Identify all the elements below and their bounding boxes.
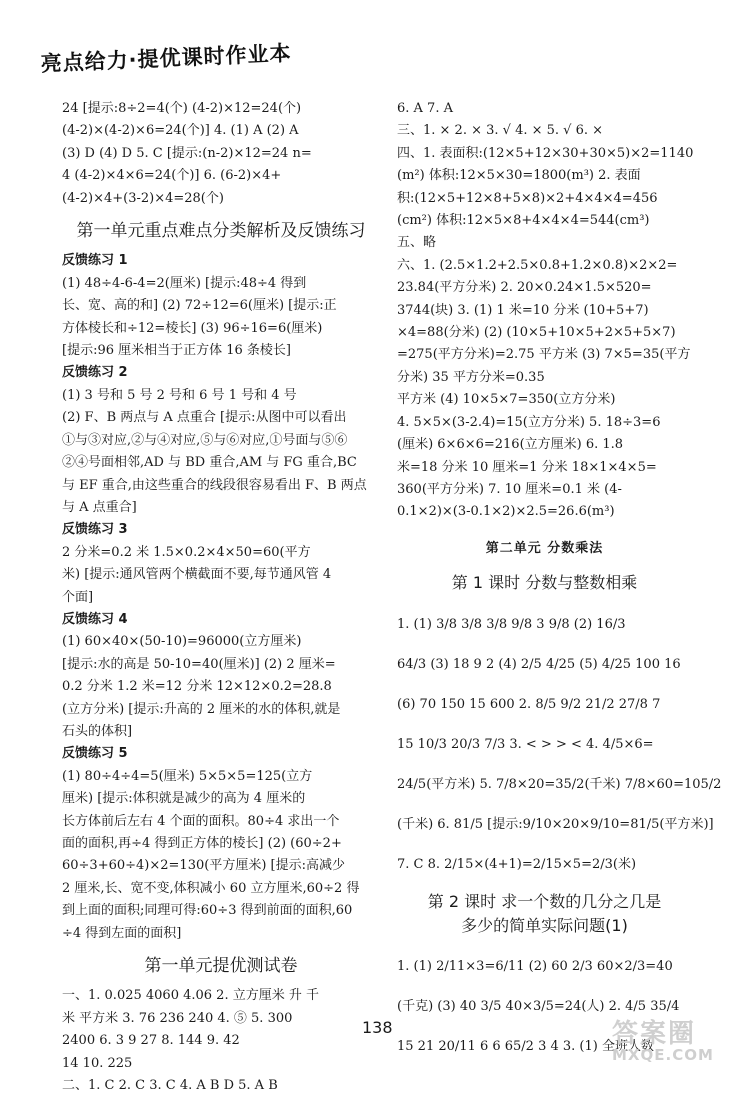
answer-line: 64/3 (3) 18 9 2 (4) 2/5 4/25 (5) 4/25 100 16	[397, 656, 681, 672]
answer-line: 60÷3+60÷4)×2=130(平方厘米) [提示:高减少	[62, 858, 345, 874]
feedback-title: 反馈练习 2	[62, 365, 128, 381]
answer-line: 四、1. 表面积:(12×5+12×30+30×5)×2=1140	[397, 145, 694, 161]
answer-line: 0.2 分米 1.2 米=12 分米 12×12×0.2=28.8	[62, 679, 332, 695]
feedback-title: 反馈练习 4	[62, 611, 128, 627]
answer-line: 二、1. C 2. C 3. C 4. A B D 5. A B	[62, 1078, 278, 1094]
answer-line: (千克) (3) 40 3/5 40×3/5=24(人) 2. 4/5 35/4	[397, 999, 680, 1015]
answer-line: 石头的体积]	[62, 723, 133, 739]
answer-line: 6. A 7. A	[397, 101, 453, 116]
answer-line: (1) 48÷4-6-4=2(厘米) [提示:48÷4 得到	[62, 275, 307, 291]
answer-line: 2400 6. 3 9 27 8. 144 9. 42	[62, 1033, 240, 1049]
answer-line: 4. 5×5×(3-2.4)=15(立方分米) 5. 18÷3=6	[397, 414, 661, 430]
answer-line: 厘米) [提示:体积就是减少的高为 4 厘米的	[62, 791, 306, 807]
left-top-answers	[62, 98, 380, 210]
page-number: 138	[362, 1018, 393, 1037]
answer-line: 4 (4-2)×4×6=24(个)] 6. (6-2)×4+	[62, 168, 282, 184]
answer-line: 与 A 点重合]	[62, 499, 137, 515]
answer-line: 长方体前后左右 4 个面的面积。80÷4 求出一个	[62, 813, 340, 829]
answer-line: 15 10/3 20/3 7/3 3. < > > < 4. 4/5×6=	[397, 736, 654, 752]
answer-line: 14 10. 225	[62, 1055, 133, 1071]
answer-line: 0.1×2)×(3-0.1×2)×2.5=26.6(m³)	[397, 504, 615, 520]
answer-line: ÷4 得到左面的面积]	[62, 925, 182, 941]
feedback-title: 反馈练习 3	[62, 522, 128, 538]
answer-line: 米 平方米 3. 76 236 240 4. ⑤ 5. 300	[62, 1010, 293, 1026]
answer-line: 一、1. 0.025 4060 4.06 2. 立方厘米 升 千	[62, 988, 319, 1004]
answer-line: 2 分米=0.2 米 1.5×0.2×4×50=60(平方	[62, 544, 311, 560]
answer-line: 24/5(平方米) 5. 7/8×20=35/2(千米) 7/8×60=105/2	[397, 776, 722, 792]
feedback-block-5	[62, 743, 380, 945]
answer-line: 方体棱长和÷12=棱长] (3) 96÷16=6(厘米)	[62, 320, 323, 336]
answer-line: 1. (1) 3/8 3/8 3/8 9/8 3 9/8 (2) 16/3	[397, 616, 626, 632]
answer-line: (2) F、B 两点与 A 点重合 [提示:从图中可以看出	[62, 410, 347, 426]
answer-line: 积:(12×5+12×8+5×8)×2+4×4×4=456	[397, 190, 658, 206]
answer-line: 2 厘米,长、宽不变,体积减小 60 立方厘米,60÷2 得	[62, 880, 360, 896]
watermark-logo: 答案圈	[612, 1019, 697, 1049]
answer-line: (4-2)×4+(3-2)×4=28(个)	[62, 190, 224, 206]
unit-title: 第二单元 分数乘法	[485, 540, 604, 556]
answer-line: 1. (1) 2/11×3=6/11 (2) 60 2/3 60×2/3=40	[397, 959, 673, 975]
answer-line: 23.84(平方分米) 2. 20×0.24×1.5×520=	[397, 280, 652, 296]
test-answers	[62, 985, 380, 1097]
answer-line: [提示:96 厘米相当于正方体 16 条棱长]	[62, 343, 292, 359]
answer-line: 五、略	[397, 235, 437, 251]
feedback-title: 反馈练习 1	[62, 253, 128, 269]
test-title: 第一单元提优测试卷	[144, 956, 298, 977]
answer-line: (4-2)×(4-2)×6=24(个)] 4. (1) A (2) A	[62, 123, 299, 139]
answer-line: 到上面的面积;同理可得:60÷3 得到前面的面积,60	[62, 903, 353, 919]
answer-line: 长、宽、高的和] (2) 72÷12=6(厘米) [提示:正	[62, 298, 337, 314]
brand-title: 亮点给力·提优课时作业本	[40, 41, 292, 76]
feedback-title: 反馈练习 5	[62, 746, 128, 762]
answer-line: (cm²) 体积:12×5×8+4×4×4=544(cm³)	[397, 213, 650, 229]
feedback-block-1	[62, 250, 380, 362]
lesson-2-title: 第 2 课时 求一个数的几分之几是	[427, 891, 662, 911]
answer-line: ×4=88(分米) (2) (10×5+10×5+2×5+5×7)	[397, 325, 676, 341]
answer-line: 米=18 分米 10 厘米=1 分米 18×1×4×5=	[397, 459, 657, 475]
watermark	[612, 1013, 732, 1064]
lesson-1-title: 第 1 课时 分数与整数相乘	[451, 573, 638, 593]
answer-line: (1) 3 号和 5 号 2 号和 6 号 1 号和 4 号	[62, 387, 297, 403]
answer-line: =275(平方分米)=2.75 平方米 (3) 7×5=35(平方分米) 35 平方分米=0.35	[397, 347, 691, 385]
answer-line: (千米) 6. 81/5 [提示:9/10×20×9/10=81/5(平方米)]	[397, 816, 714, 832]
answer-line: 平方米 (4) 10×5×7=350(立方分米)	[397, 392, 616, 408]
lesson-2-title-continued: 多少的简单实际问题(1)	[461, 915, 628, 935]
right-answers	[397, 98, 692, 524]
answer-line: (3) D (4) D 5. C [提示:(n-2)×12=24 n=	[62, 145, 312, 161]
section-title: 第一单元重点难点分类解析及反馈练习	[76, 221, 366, 242]
answer-line: (6) 70 150 15 600 2. 8/5 9/2 21/2 27/8 7	[397, 696, 661, 712]
right-column	[397, 98, 722, 1067]
answer-line: 3744(块) 3. (1) 1 米=10 分米 (10+5+7)	[397, 302, 649, 318]
answer-line: 360(平方分米) 7. 10 厘米=0.1 米 (4-	[397, 481, 622, 497]
answer-line: (厘米) 6×6×6=216(立方厘米) 6. 1.8	[397, 437, 624, 453]
answer-line: [提示:水的高是 50-10=40(厘米)] (2) 2 厘米=	[62, 656, 336, 672]
feedback-block-2	[62, 362, 380, 519]
watermark-url: MXQE.COM	[612, 1046, 714, 1064]
answer-line: (m²) 体积:12×5×30=1800(m³) 2. 表面	[397, 168, 641, 184]
answer-line: 15 21 20/11 6 6 65/2 3 4 3. (1) 全班人数	[397, 1039, 654, 1055]
answer-line: 米) [提示:通风管两个横截面不要,每节通风管 4	[62, 567, 332, 583]
answer-line: ②④号面相邻,AD 与 BD 重合,AM 与 FG 重合,BC	[62, 455, 357, 471]
answer-line: 六、1. (2.5×1.2+2.5×0.8+1.2×0.8)×2×2=	[397, 257, 678, 273]
answer-line: 面的面积,再÷4 得到正方体的棱长] (2) (60÷2+	[62, 836, 342, 851]
left-column	[62, 98, 380, 1097]
answer-line: 三、1. × 2. × 3. √ 4. × 5. √ 6. ×	[397, 123, 604, 139]
answer-line: 24 [提示:8÷2=4(个) (4-2)×12=24(个)	[62, 101, 302, 116]
answer-line: (1) 60×40×(50-10)=96000(立方厘米)	[62, 634, 302, 650]
answer-line: (1) 80÷4÷4=5(厘米) 5×5×5=125(立方	[62, 768, 313, 784]
answer-line: 7. C 8. 2/15×(4+1)=2/15×5=2/3(米)	[397, 856, 637, 872]
feedback-block-3	[62, 519, 380, 609]
answer-line: (立方分米) [提示:升高的 2 厘米的水的体积,就是	[62, 701, 341, 717]
feedback-block-4	[62, 609, 380, 743]
answer-line: 个面]	[62, 589, 94, 605]
lesson-1-answers	[397, 605, 722, 885]
answer-line: ①与③对应,②与④对应,⑤与⑥对应,①号面与⑤⑥	[62, 432, 348, 448]
answer-line: 与 EF 重合,由这些重合的线段很容易看出 F、B 两点	[62, 477, 367, 493]
